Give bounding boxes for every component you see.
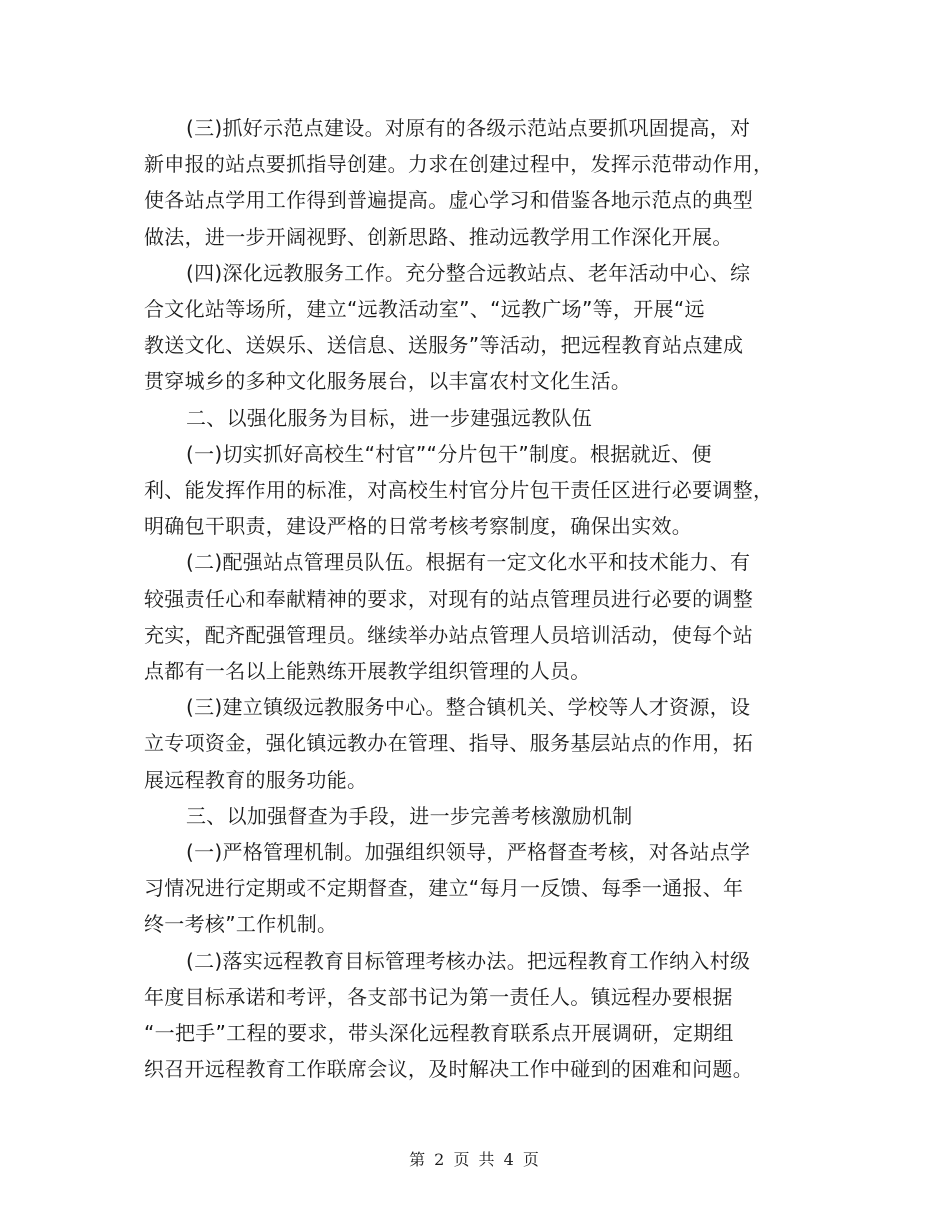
heading-line: 三、以加强督查为手段，进一步完善考核激励机制 <box>186 803 633 828</box>
text-line: (二)落实远程教育目标管理考核办法。把远程教育工作纳入村级 <box>186 948 751 973</box>
section-heading-three <box>144 798 812 834</box>
text-line: 利、能发挥作用的标准，对高校生村官分片包干责任区进行必要调整， <box>144 478 774 503</box>
text-line: (一)严格管理机制。加强组织领导，严格督查考核，对各站点学 <box>186 840 751 865</box>
document-body <box>144 110 812 1087</box>
text-line: 习情况进行定期或不定期督查，建立“每月一反馈、每季一通报、年 <box>144 876 744 901</box>
text-line: 立专项资金，强化镇远教办在管理、指导、服务基层站点的作用，拓 <box>144 731 753 756</box>
text-line: 新申报的站点要抓指导创建。力求在创建过程中，发挥示范带动作用， <box>144 152 774 177</box>
page-number-footer: 第 2 页 共 4 页 <box>409 1150 541 1169</box>
text-line: 展远程教育的服务功能。 <box>144 767 368 792</box>
text-line: 终一考核”工作机制。 <box>144 912 338 937</box>
text-line: 较强责任心和奉献精神的要求，对现有的站点管理员进行必要的调整 <box>144 586 753 611</box>
text-line: 点都有一名以上能熟练开展教学组织管理的人员。 <box>144 659 591 684</box>
text-line: 教送文化、送娱乐、送信息、送服务”等活动，把远程教育站点建成 <box>144 333 744 358</box>
paragraph-site-managers <box>144 544 812 689</box>
text-line: “一把手”工程的要求，带头深化远程教育联系点开展调研，定期组 <box>144 1021 734 1046</box>
text-line: (三)抓好示范点建设。对原有的各级示范站点要抓巩固提高，对 <box>186 116 751 140</box>
paragraph-management-mechanism <box>144 834 812 943</box>
paragraph-assessment-method <box>144 943 812 1088</box>
text-line: 使各站点学用工作得到普遍提高。虚心学习和借鉴各地示范点的典型 <box>144 188 753 213</box>
paragraph-service-center <box>144 689 812 798</box>
text-line: 充实，配齐配强管理员。继续举办站点管理人员培训活动，使每个站 <box>144 622 753 647</box>
text-line: (三)建立镇级远教服务中心。整合镇机关、学校等人才资源，设 <box>186 695 751 720</box>
text-line: 明确包干职责，建设严格的日常考核考察制度，确保出实效。 <box>144 514 693 539</box>
text-line: (一)切实抓好高校生“村官”“分片包干”制度。根据就近、便 <box>186 441 712 466</box>
section-heading-two <box>144 400 812 436</box>
paragraph-demo-sites <box>144 110 812 255</box>
text-line: 织召开远程教育工作联席会议，及时解决工作中碰到的困难和问题。 <box>144 1057 753 1082</box>
text-line: 做法，进一步开阔视野、创新思路、推动远教学用工作深化开展。 <box>144 224 733 249</box>
text-line: 合文化站等场所，建立“远教活动室”、“远教广场”等，开展“远 <box>144 297 705 322</box>
paragraph-village-officials <box>144 436 812 545</box>
text-line: (二)配强站点管理员队伍。根据有一定文化水平和技术能力、有 <box>186 550 751 575</box>
text-line: 贯穿城乡的多种文化服务展台，以丰富农村文化生活。 <box>144 369 632 394</box>
paragraph-service-work <box>144 255 812 400</box>
text-line: 年度目标承诺和考评，各支部书记为第一责任人。镇远程办要根据 <box>144 984 733 1009</box>
text-line: (四)深化远教服务工作。充分整合远教站点、老年活动中心、综 <box>186 260 751 285</box>
heading-line: 二、以强化服务为目标，进一步建强远教队伍 <box>186 405 592 430</box>
